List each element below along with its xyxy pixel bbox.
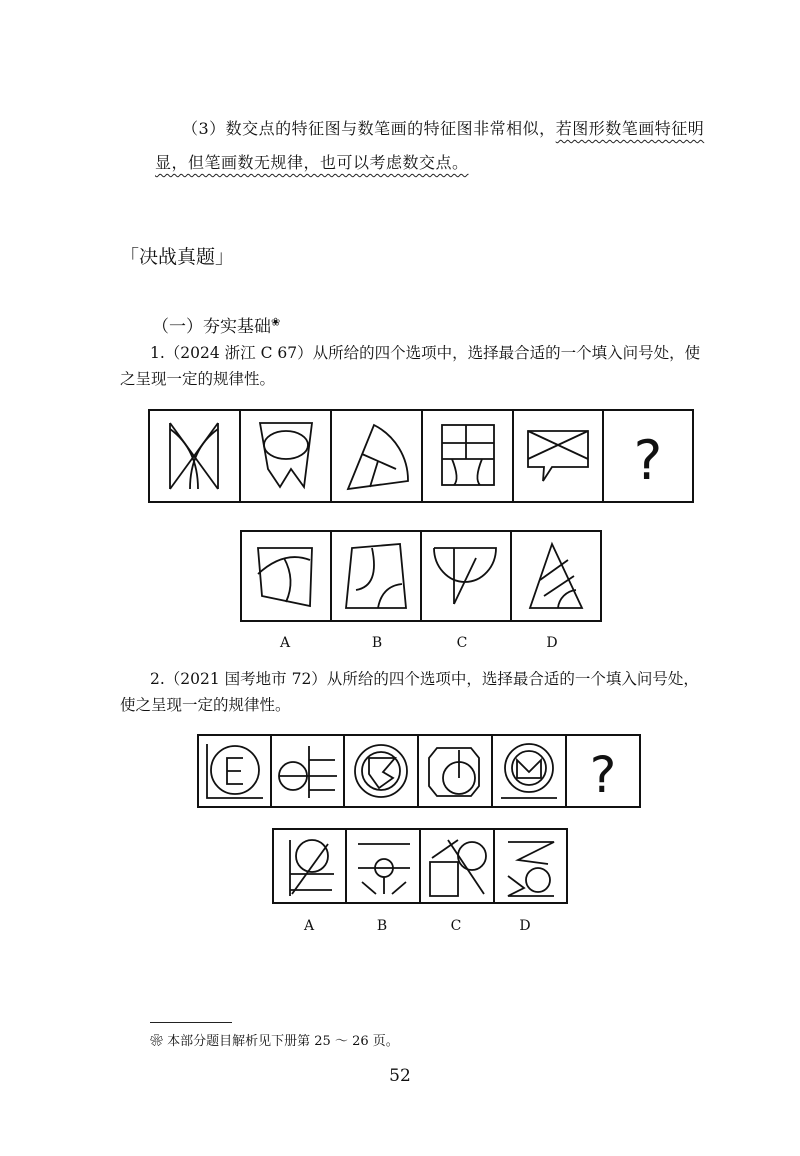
option-d-figure[interactable] xyxy=(508,842,554,896)
figure-ellipse-w xyxy=(260,423,312,487)
option-c-figure[interactable] xyxy=(434,548,496,604)
option-label-b[interactable]: B xyxy=(371,635,383,651)
option-label-d[interactable]: D xyxy=(519,918,531,934)
option-b-figure[interactable] xyxy=(346,544,406,608)
subsection-title: （一）夯实基础❀ xyxy=(152,315,281,337)
figure-grid-house xyxy=(442,425,494,485)
figure-octagon-circle xyxy=(429,748,479,796)
figure-sector-triangle xyxy=(348,425,408,489)
figure-circle-arrow xyxy=(355,745,407,797)
figure-circle-cross xyxy=(279,746,337,798)
figure-circle-m xyxy=(501,744,557,798)
footnote-divider xyxy=(150,1022,232,1023)
question-2-stem-figures xyxy=(197,734,641,808)
question-mark: ? xyxy=(589,746,617,804)
option-label-c[interactable]: C xyxy=(450,918,462,934)
figure-bowtie-arcs xyxy=(170,423,218,489)
option-a-figure[interactable] xyxy=(258,548,312,606)
figure-circle-e xyxy=(207,744,263,798)
option-label-a[interactable]: A xyxy=(303,918,315,934)
footnote: ❀ 本部分题目解析见下册第 25 ～ 26 页。 xyxy=(150,1034,399,1049)
question-1-stem-figures xyxy=(148,409,694,503)
option-b-figure[interactable] xyxy=(358,844,410,894)
note-paragraph-line-2: 显，但笔画数无规律，也可以考虑数交点。 xyxy=(155,153,469,172)
question-2-text: 2.（2021 国考地市 72）从所给的四个选项中，选择最合适的一个填入问号处， 使之呈现一定的规律性。 xyxy=(120,670,699,714)
flower-marker-icon: ❀ xyxy=(271,315,281,329)
option-label-c[interactable]: C xyxy=(456,635,468,651)
question-1-option-figures xyxy=(240,530,602,622)
question-mark: ? xyxy=(633,429,663,492)
option-a-figure[interactable] xyxy=(290,840,334,896)
emphasis-text: 若图形数笔画特征明 xyxy=(555,119,705,138)
question-2-option-figures xyxy=(272,828,568,904)
section-title: 「决战真题」 xyxy=(120,246,235,268)
option-label-d[interactable]: D xyxy=(546,635,558,651)
note-paragraph-line-1: （3）数交点的特征图与数笔画的特征图非常相似，若图形数笔画特征明 xyxy=(182,119,705,138)
figure-envelope-bubble xyxy=(528,431,588,481)
option-label-a[interactable]: A xyxy=(279,635,291,651)
option-d-figure[interactable] xyxy=(530,544,582,608)
question-1-text: 1.（2024 浙江 C 67）从所给的四个选项中，选择最合适的一个填入问号处，使 之呈现一定的规律性。 xyxy=(120,344,701,388)
option-c-figure[interactable] xyxy=(430,840,486,896)
page-number: 52 xyxy=(389,1066,411,1086)
option-label-b[interactable]: B xyxy=(376,918,388,934)
